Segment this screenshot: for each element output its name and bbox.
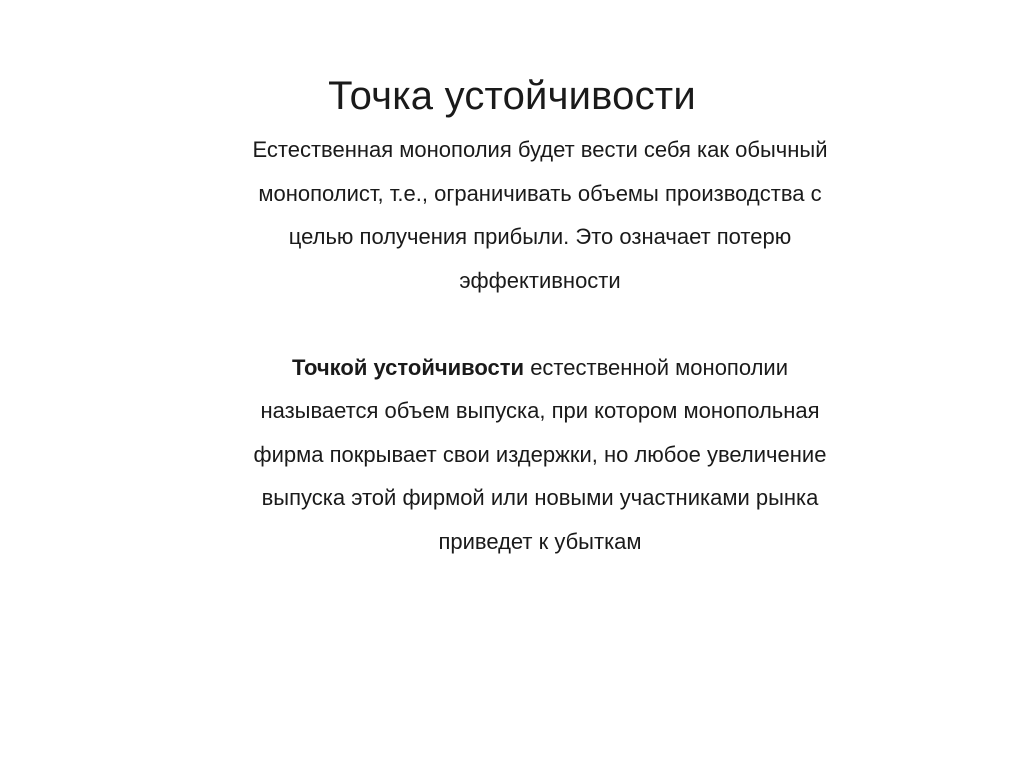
paragraph-natural-monopoly — [200, 128, 880, 302]
paragraph-line: выпуска этой фирмой или новыми участниками рынка — [261, 485, 819, 510]
paragraph-line: монополист, т.е., ограничивать объемы производства с — [258, 180, 822, 206]
slide-title: Точка устойчивости — [328, 74, 696, 118]
term-continuation: естественной монополии — [524, 354, 789, 380]
paragraph-line: целью получения прибыли. Это означает потерю — [288, 224, 792, 249]
paragraph-line: эффективности — [459, 267, 621, 293]
paragraph-spacer — [200, 302, 880, 346]
paragraph-stability-point — [200, 346, 880, 564]
paragraph-line: Естественная монополия будет вести себя как обычный — [252, 137, 828, 162]
paragraph-line — [200, 346, 880, 390]
slide-body — [200, 128, 880, 563]
paragraph-line: приведет к убыткам — [438, 528, 642, 554]
paragraph-line: фирма покрывает свои издержки, но любое увеличение — [253, 441, 827, 467]
bold-term: Точкой устойчивости — [291, 354, 525, 380]
paragraph-line: называется объем выпуска, при котором монопольная — [260, 398, 820, 423]
